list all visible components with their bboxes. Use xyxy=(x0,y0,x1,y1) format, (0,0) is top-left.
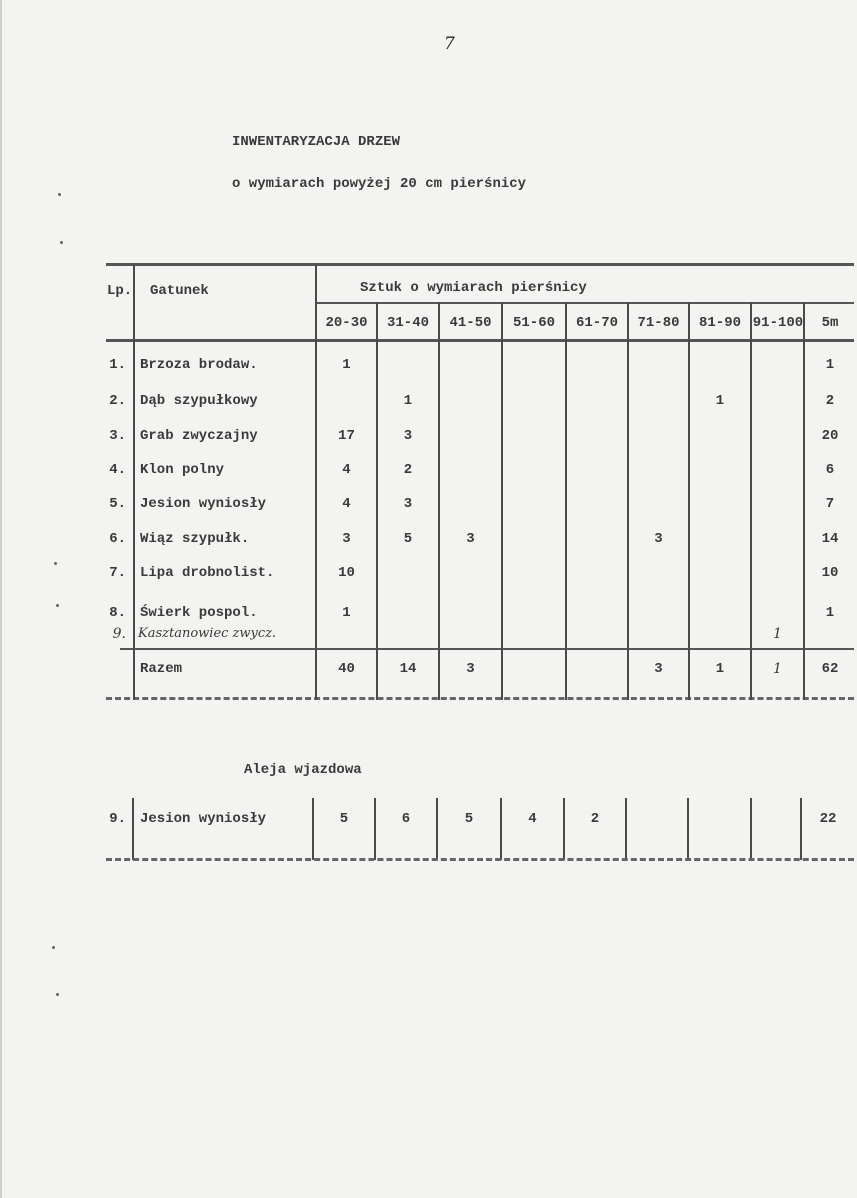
row-value: 3 xyxy=(403,428,413,444)
header-range: 31-40 xyxy=(386,315,429,331)
alley-species: Jesion wyniosły xyxy=(140,811,267,827)
row-value: 1 xyxy=(342,357,351,373)
header-sub-rule xyxy=(316,302,854,304)
row-species: Brzoza brodaw. xyxy=(140,357,258,373)
alley-col-rule xyxy=(800,798,802,860)
row-value: 2 xyxy=(403,462,413,478)
row-lp: 6. xyxy=(109,531,126,547)
total-value: 1 xyxy=(715,661,725,677)
row-species: Klon polny xyxy=(140,462,225,478)
row-value: 10 xyxy=(338,565,355,581)
header-range: 51-60 xyxy=(512,315,555,331)
row-value: 14 xyxy=(821,531,839,547)
row-value: 1 xyxy=(715,393,725,409)
total-value: 3 xyxy=(466,661,475,677)
row-value: 3 xyxy=(654,531,663,547)
row-value: 6 xyxy=(825,462,835,478)
row-value: 1 xyxy=(825,605,835,621)
row-value: 1 xyxy=(773,626,782,642)
row-value: 2 xyxy=(825,393,835,409)
alley-col-rule xyxy=(500,798,502,860)
total-value: 3 xyxy=(654,661,663,677)
header-lp: Lp. xyxy=(107,283,133,299)
alley-value: 5 xyxy=(464,811,474,827)
row-lp: 2. xyxy=(109,393,126,409)
alley-col-rule xyxy=(625,798,627,860)
alley-col-rule xyxy=(312,798,314,860)
row-lp: 5. xyxy=(109,496,126,512)
row-species: Wiąz szypułk. xyxy=(140,531,250,547)
total-value: 62 xyxy=(821,661,839,677)
document-subtitle: o wymiarach powyżej 20 cm pierśnicy xyxy=(232,176,527,192)
header-bottom-rule xyxy=(106,339,854,342)
alley-col-rule xyxy=(132,798,134,860)
margin-mark xyxy=(58,193,61,196)
col-rule xyxy=(565,302,567,700)
row-value: 3 xyxy=(466,531,475,547)
header-species: Gatunek xyxy=(150,283,209,299)
alley-col-rule xyxy=(687,798,689,860)
header-range: 41-50 xyxy=(449,315,492,331)
alley-bottom-rule xyxy=(106,858,854,861)
row-species: Dąb szypułkowy xyxy=(140,393,258,409)
col-rule xyxy=(438,302,440,700)
row-lp: 8. xyxy=(109,605,126,621)
header-range: 5m xyxy=(821,315,839,331)
header-range: 81-90 xyxy=(698,315,741,331)
table-bottom-rule xyxy=(106,697,854,700)
row-species: Świerk pospol. xyxy=(140,605,258,621)
total-value: 14 xyxy=(399,661,417,677)
total-value: 40 xyxy=(338,661,355,677)
col-rule xyxy=(627,302,629,700)
document-title: INWENTARYZACJA DRZEW xyxy=(232,134,401,150)
alley-col-rule xyxy=(374,798,376,860)
margin-mark xyxy=(54,562,57,565)
total-top-rule xyxy=(120,648,854,650)
header-range: 20-30 xyxy=(325,315,368,331)
row-lp: 1. xyxy=(109,357,126,373)
col-rule xyxy=(688,302,690,700)
alley-value: 22 xyxy=(819,811,837,827)
page-edge xyxy=(0,0,2,1198)
row-species: Kasztanowiec zwycz. xyxy=(138,626,277,641)
margin-mark xyxy=(60,241,63,244)
total-label: Razem xyxy=(140,661,183,677)
row-lp: 4. xyxy=(109,462,126,478)
alley-value: 4 xyxy=(528,811,537,827)
alley-col-rule xyxy=(750,798,752,860)
row-value: 17 xyxy=(338,428,355,444)
total-value: 1 xyxy=(773,661,782,677)
col-rule-lp xyxy=(133,265,135,700)
row-lp: 3. xyxy=(109,428,126,444)
margin-mark xyxy=(56,604,59,607)
header-range: 61-70 xyxy=(575,315,618,331)
row-value: 7 xyxy=(825,496,835,512)
alley-col-rule xyxy=(563,798,565,860)
alley-value: 2 xyxy=(590,811,600,827)
row-value: 20 xyxy=(821,428,839,444)
row-species: Jesion wyniosły xyxy=(140,496,267,512)
alley-value: 5 xyxy=(339,811,349,827)
row-lp: 7. xyxy=(109,565,126,581)
header-range: 71-80 xyxy=(637,315,680,331)
header-group: Sztuk o wymiarach pierśnicy xyxy=(360,280,587,296)
row-value: 1 xyxy=(403,393,413,409)
row-value: 1 xyxy=(342,605,351,621)
alley-heading: Aleja wjazdowa xyxy=(244,762,362,778)
margin-mark xyxy=(56,993,59,996)
row-value: 4 xyxy=(342,496,351,512)
row-value: 4 xyxy=(342,462,351,478)
table-top-rule xyxy=(106,263,854,266)
row-species: Grab zwyczajny xyxy=(140,428,258,444)
alley-col-rule xyxy=(436,798,438,860)
row-value: 5 xyxy=(403,531,413,547)
alley-value: 6 xyxy=(401,811,411,827)
alley-lp: 9. xyxy=(109,811,126,827)
col-rule xyxy=(501,302,503,700)
row-value: 1 xyxy=(825,357,835,373)
row-species: Lipa drobnolist. xyxy=(140,565,275,581)
row-value: 3 xyxy=(403,496,413,512)
page-number: 7 xyxy=(444,34,455,54)
row-value: 3 xyxy=(342,531,351,547)
row-value: 10 xyxy=(821,565,839,581)
row-lp: 9. xyxy=(112,626,126,642)
margin-mark xyxy=(52,946,55,949)
header-range: 91-100 xyxy=(752,315,804,331)
